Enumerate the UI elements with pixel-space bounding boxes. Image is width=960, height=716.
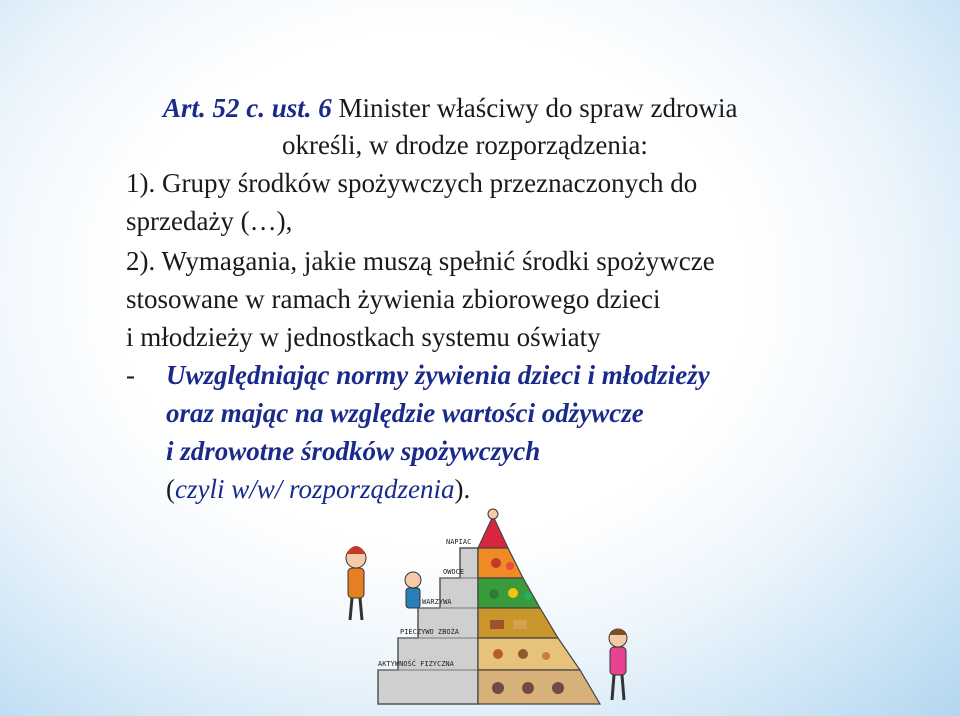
item-2-line-2: stosowane w ramach żywienia zbiorowego dzieci xyxy=(126,284,661,314)
heading-continuation: określi, w drodze rozporządzenia: xyxy=(282,130,648,160)
child-figure-top xyxy=(488,509,498,519)
item-1-line-2: sprzedaży (…), xyxy=(126,206,293,236)
pyramid-label-veg: WARZYWA xyxy=(422,598,452,606)
paren-open: ( xyxy=(166,474,175,504)
child-figure-right xyxy=(609,629,627,701)
note-line-2: oraz mając na względzie wartości odżywcze xyxy=(166,398,644,428)
child-figure-left xyxy=(346,546,366,620)
note-line-1: Uwzględniając normy żywienia dzieci i młodzieży xyxy=(166,360,710,390)
pyramid-levels xyxy=(478,516,600,704)
pyramid-label-fruit: OWOCE xyxy=(443,568,465,576)
item-2-line-3: i młodzieży w jednostkach systemu oświaty xyxy=(126,322,601,352)
child-figure-stairs xyxy=(405,572,421,608)
item-1-line-1: 1). Grupy środków spożywczych przeznaczonych do xyxy=(126,168,698,198)
regulation-reference-text: czyli w/w/ rozporządzenia xyxy=(175,474,455,504)
pyramid-label-top: NAPIAC xyxy=(446,538,472,546)
paren-close: ). xyxy=(454,474,471,504)
heading-line xyxy=(163,90,737,126)
note-dash: - xyxy=(126,360,135,390)
pyramid-label-activity: AKTYWNOŚĆ FIZYCZNA xyxy=(378,660,454,668)
pyramid-label-grain: PIECZYWO ZBOŻA xyxy=(400,628,460,636)
item-2-line-1: 2). Wymagania, jakie muszą spełnić środki spożywcze xyxy=(126,246,715,276)
article-reference: Art. 52 c. ust. 6 xyxy=(163,93,332,123)
heading-text: Minister właściwy do spraw zdrowia xyxy=(338,93,738,123)
food-pyramid-illustration xyxy=(318,508,648,708)
regulation-reference xyxy=(166,471,470,507)
note-line-3: i zdrowotne środków spożywczych xyxy=(166,436,541,466)
